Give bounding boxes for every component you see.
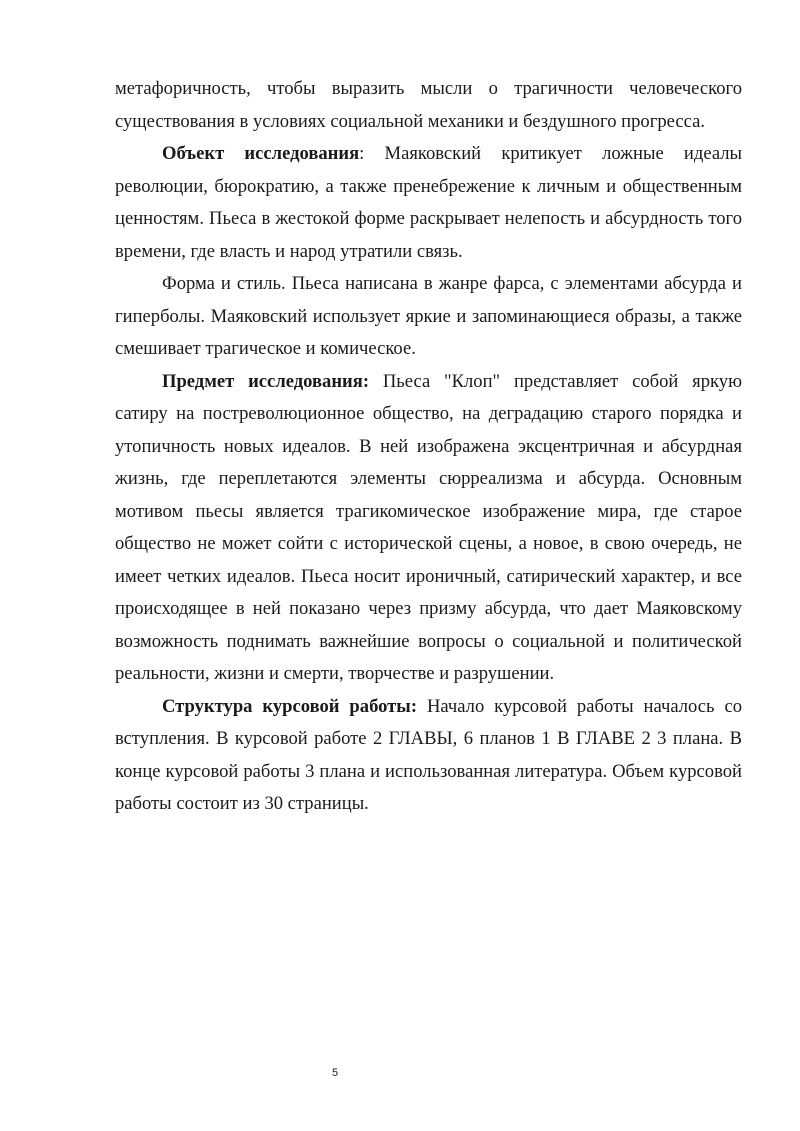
paragraph-text: Начало курсовой работы началось со вступления. В курсовой работе 2 ГЛАВЫ, 6 планов 1 В ГЛАВЕ 2 3 плана. В конце курсовой работы 3 плана и использованная литература. Объем курсовой работы состоит из 30 страницы. [115, 695, 743, 814]
paragraph-text: Форма и стиль. Пьеса написана в жанре фарса, с элементами абсурда и гиперболы. Маяковский использует яркие и запоминающиеся образы, а также смешивает трагическое и комическое. [115, 273, 742, 359]
paragraph-research-subject [115, 366, 742, 691]
paragraph-heading: Объект исследования [162, 143, 360, 164]
paragraph-research-object [115, 138, 742, 268]
paragraph-intro-continuation [115, 73, 742, 138]
page-number: 5 [331, 1067, 339, 1079]
paragraph-heading: Структура курсовой работы: [162, 695, 418, 717]
paragraph-form-style [115, 268, 742, 366]
text-body [115, 73, 742, 821]
paragraph-structure [115, 691, 742, 821]
paragraph-text: метафоричность, чтобы выразить мысли о трагичности человеческого существования в условиях социальной механики и бездушного прогресса. [115, 78, 742, 132]
paragraph-text: : Маяковский критикует ложные идеалы революции, бюрократию, а также пренебрежение к личным и общественным ценностям. Пьеса в жестокой форме раскрывает нелепость и абсурдность того времени, где власть и народ утратили связь. [115, 143, 743, 262]
paragraph-text: Пьеса "Клоп" представляет собой яркую сатиру на постреволюционное общество, на деградацию старого порядка и утопичность новых идеалов. В ней изображена эксцентричная и абсурдная жизнь, где переплетаются элементы сюрреализма и абсурда. Основным мотивом пьесы является трагикомическое изображение мира, где старое общество не может сойти с исторической сцены, а новое, в свою очередь, не имеет четких идеалов. Пьеса носит ироничный, сатирический характер, и все происходящее в ней показано через призму абсурда, что дает Маяковскому возможность поднимать важнейшие вопросы о социальной и политической реальности, жизни и смерти, творчестве и разрушении. [115, 370, 742, 684]
paragraph-heading: Предмет исследования: [162, 370, 370, 392]
